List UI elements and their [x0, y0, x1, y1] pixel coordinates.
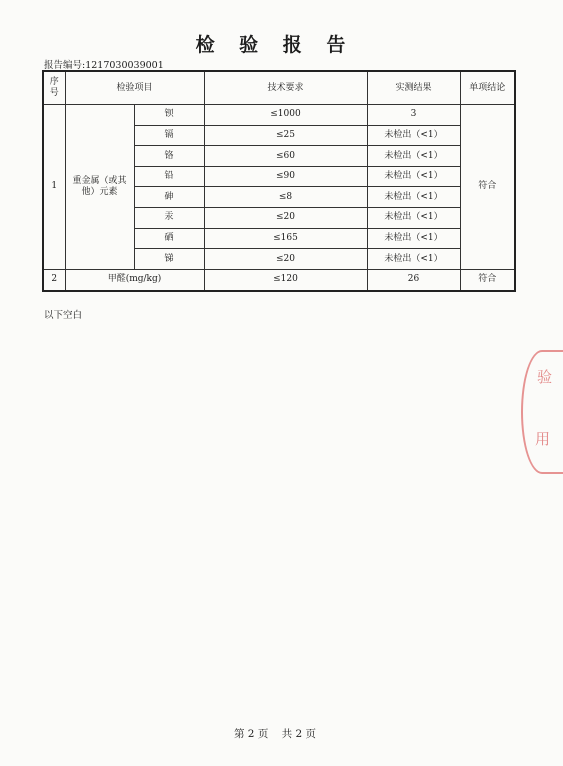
requirement-cell: ≤60 [204, 146, 367, 167]
report-number: 报告编号:1217030039001 [44, 60, 164, 71]
report-title: 检 验 报 告 [195, 34, 355, 56]
element-cell: 汞 [134, 207, 204, 228]
element-cell: 锑 [134, 249, 204, 270]
page-footer: 第 2 页 共 2 页 [233, 728, 317, 740]
result-cell: 未检出（<1） [367, 166, 460, 187]
header-conclusion: 单项结论 [460, 71, 515, 105]
requirement-cell: ≤20 [204, 249, 367, 270]
result-cell: 未检出（<1） [367, 187, 460, 208]
header-result: 实测结果 [367, 71, 460, 105]
group1-category-text: 重金属（或其他）元素 [72, 176, 127, 197]
result-cell: 3 [367, 105, 460, 126]
result-cell: 未检出（<1） [367, 249, 460, 270]
header-requirement: 技术要求 [204, 71, 367, 105]
result-cell: 未检出（<1） [367, 207, 460, 228]
result-cell: 未检出（<1） [367, 125, 460, 146]
table-row [43, 269, 515, 291]
requirement-cell: ≤1000 [204, 105, 367, 126]
element-cell: 砷 [134, 187, 204, 208]
requirement-cell: ≤90 [204, 166, 367, 187]
element-cell: 铅 [134, 166, 204, 187]
group1-seq: 1 [43, 105, 65, 270]
group2-requirement: ≤120 [204, 269, 367, 291]
table-row [43, 105, 515, 126]
group1-category [65, 105, 134, 270]
red-seal-stamp: 验 用 [521, 350, 563, 474]
blank-below-note: 以下空白 [44, 310, 83, 321]
element-cell: 镉 [134, 125, 204, 146]
table-header-row [43, 71, 515, 105]
group2-conclusion: 符合 [460, 269, 515, 291]
result-cell: 未检出（<1） [367, 146, 460, 167]
requirement-cell: ≤25 [204, 125, 367, 146]
result-cell: 未检出（<1） [367, 228, 460, 249]
header-seq: 序 号 [43, 71, 65, 105]
requirement-cell: ≤20 [204, 207, 367, 228]
element-cell: 铬 [134, 146, 204, 167]
requirement-cell: ≤8 [204, 187, 367, 208]
element-cell: 硒 [134, 228, 204, 249]
group2-seq: 2 [43, 269, 65, 291]
group1-conclusion: 符合 [460, 105, 515, 270]
element-cell: 钡 [134, 105, 204, 126]
inspection-table [42, 70, 516, 292]
header-item: 检验项目 [65, 71, 204, 105]
group2-result: 26 [367, 269, 460, 291]
group2-item: 甲醛(mg/kg) [65, 269, 204, 291]
requirement-cell: ≤165 [204, 228, 367, 249]
